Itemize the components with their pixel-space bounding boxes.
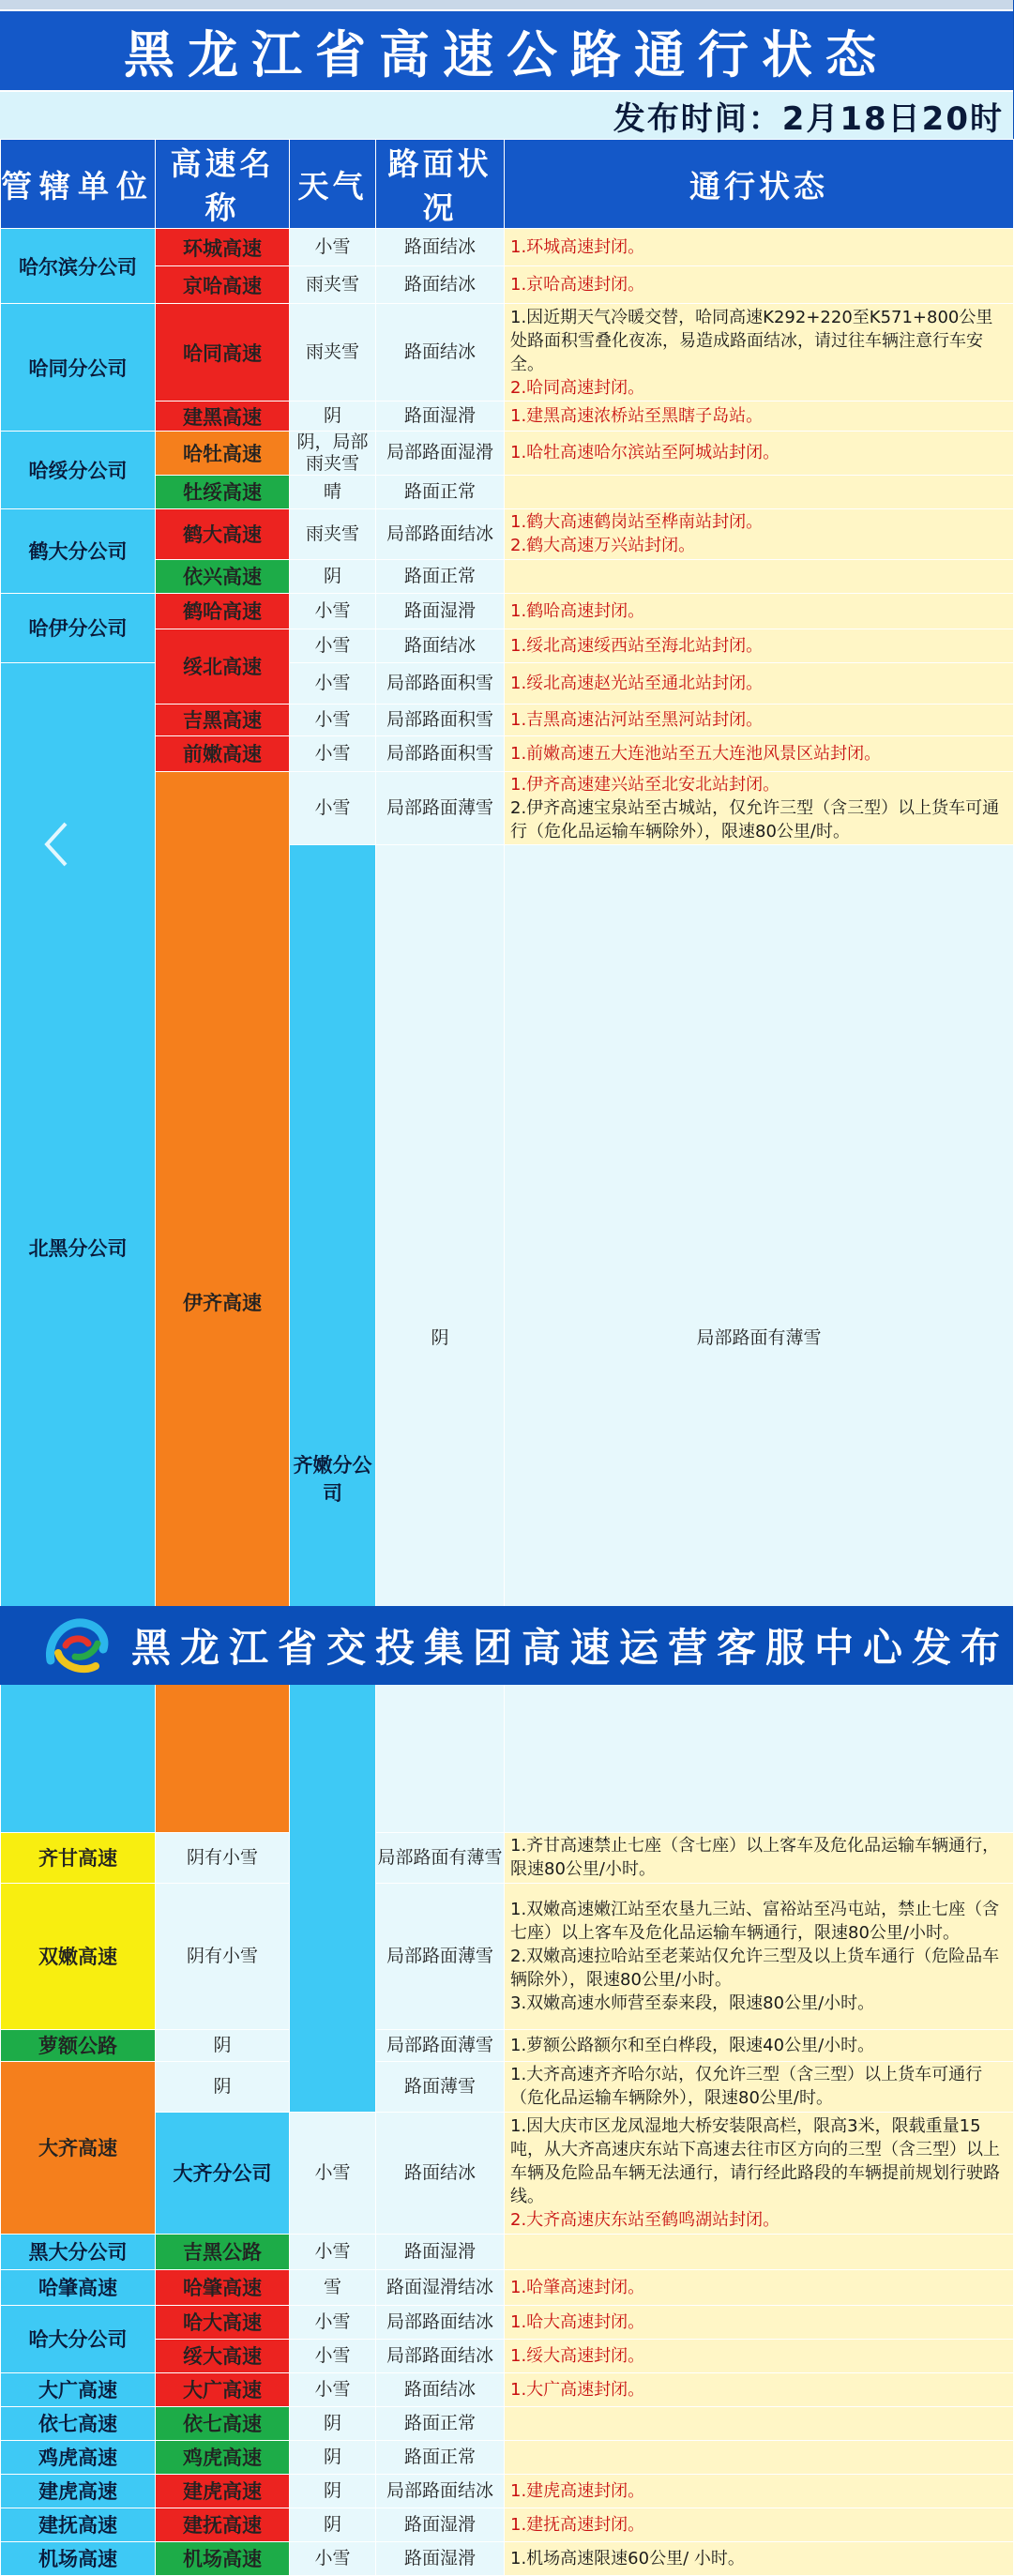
status-cell — [505, 771, 1014, 844]
weather-cell: 小雪 — [290, 2305, 376, 2339]
weather-cell: 阴 — [290, 2440, 376, 2474]
highway-cell: 牡绥高速 — [156, 475, 290, 508]
weather-cell: 雪 — [290, 2269, 376, 2305]
status-cell — [505, 1832, 1014, 1883]
road-condition-cell: 路面结冰 — [376, 2112, 505, 2234]
highway-cell: 哈牡高速 — [156, 432, 290, 476]
status-line: 1.齐甘高速禁止七座（含七座）以上客车及危化品运输车辆通行，限速80公里/小时。 — [510, 1836, 1000, 1880]
highway-cell: 鹤大高速 — [156, 508, 290, 559]
page-title: 黑龙江省高速公路通行状态 — [124, 24, 889, 84]
table-row — [1, 304, 1014, 402]
table-row — [1, 2508, 1014, 2541]
status-line: 1.建黑高速浓桥站至黑瞎子岛站。 — [510, 406, 764, 426]
status-line: 1.大广高速封闭。 — [510, 2379, 645, 2400]
table-row — [1, 508, 1014, 559]
road-condition-cell: 局部路面结冰 — [376, 2474, 505, 2508]
weather-cell: 阴 — [290, 2508, 376, 2541]
unit-cell: 哈同分公司 — [1, 304, 156, 432]
status-line: 1.伊齐高速建兴站至北安北站封闭。 — [510, 774, 780, 795]
status-cell — [505, 662, 1014, 704]
status-cell — [505, 2234, 1014, 2269]
highway-cell: 机场高速 — [156, 2541, 290, 2575]
highway-cell: 建抚高速 — [156, 2508, 290, 2541]
unit-cell: 哈肇高速 — [1, 2269, 156, 2305]
road-condition-cell: 局部路面有薄雪 — [376, 1832, 505, 1883]
status-line: 1.哈肇高速封闭。 — [510, 2277, 645, 2297]
weather-cell: 小雪 — [290, 629, 376, 662]
status-line: 1.前嫩高速五大连池站至五大连池风景区站封闭。 — [510, 743, 882, 764]
highway-cell: 环城高速 — [156, 229, 290, 266]
status-cell — [505, 229, 1014, 266]
status-line: 1.环城高速封闭。 — [510, 237, 645, 257]
publish-time: 发布时间：2月18日20时 — [613, 99, 1004, 138]
highway-cell: 大齐高速 — [1, 2061, 156, 2234]
weather-cell: 阴 — [290, 2474, 376, 2508]
status-line: 1.京哈高速封闭。 — [510, 275, 645, 295]
status-cell — [505, 2372, 1014, 2406]
status-cell — [505, 2406, 1014, 2440]
highway-cell: 依兴高速 — [156, 559, 290, 593]
highway-cell: 双嫩高速 — [1, 1883, 156, 2029]
unit-cell: 哈尔滨分公司 — [1, 229, 156, 304]
table-row — [1, 2029, 1014, 2061]
status-line: 1.吉黑高速沾河站至黑河站封闭。 — [510, 709, 764, 730]
road-condition-cell: 路面湿滑 — [376, 2541, 505, 2575]
table-row — [1, 2234, 1014, 2269]
unit-cell: 大齐分公司 — [156, 2112, 290, 2234]
unit-cell: 鹤大分公司 — [1, 508, 156, 593]
footer-publisher: 黑龙江省交投集团高速运营客服中心发布 — [131, 1625, 1010, 1671]
highway-cell: 哈肇高速 — [156, 2269, 290, 2305]
weather-cell: 阴 — [156, 2061, 290, 2112]
status-cell — [505, 2339, 1014, 2372]
road-condition-cell: 路面湿滑 — [376, 2234, 505, 2269]
status-line: 1.因大庆市区龙凤湿地大桥安装限高栏，限高3米，限载重量15吨，从大齐高速庆东站下高速去往市区方向的三型（含三型）以上车辆及危险品车辆无法通行，请行经此路段的车辆提前规划行驶路线。 — [510, 2115, 1000, 2206]
unit-cell: 北黑分公司 — [1, 662, 156, 1832]
highway-cell: 吉黑公路 — [156, 2234, 290, 2269]
highway-cell: 萝额公路 — [1, 2029, 156, 2061]
status-cell — [505, 508, 1014, 559]
road-condition-cell: 路面湿滑结冰 — [376, 2269, 505, 2305]
status-cell — [505, 2112, 1014, 2234]
highway-cell: 哈同高速 — [156, 304, 290, 402]
road-condition-cell: 路面湿滑 — [376, 593, 505, 629]
table-row — [1, 229, 1014, 266]
unit-cell: 鸡虎高速 — [1, 2440, 156, 2474]
highway-cell: 吉黑高速 — [156, 704, 290, 735]
weather-cell: 小雪 — [290, 662, 376, 704]
status-cell — [505, 304, 1014, 402]
road-condition-cell: 路面正常 — [376, 475, 505, 508]
unit-cell: 黑大分公司 — [1, 2234, 156, 2269]
status-cell — [505, 2508, 1014, 2541]
top-strip — [0, 0, 1013, 9]
weather-cell: 阴，局部雨夹雪 — [290, 432, 376, 476]
road-condition-cell: 局部路面有薄雪 — [505, 844, 1014, 1832]
unit-cell: 建虎高速 — [1, 2474, 156, 2508]
highway-cell: 大广高速 — [156, 2372, 290, 2406]
status-cell — [505, 1883, 1014, 2029]
status-line: 1.因近期天气冷暖交替，哈同高速K292+220至K571+800公里处路面积雪叠化夜冻，易造成路面结冰，请过往车辆注意行车安全。 — [510, 307, 993, 374]
status-line: 1.双嫩高速嫩江站至农垦九三站、富裕站至冯屯站，禁止七座（含七座）以上客车及危化品运输车辆通行，限速80公里/小时。 — [510, 1899, 1000, 1943]
road-condition-cell: 路面结冰 — [376, 266, 505, 304]
highway-cell: 哈大高速 — [156, 2305, 290, 2339]
status-line: 1.绥大高速封闭。 — [510, 2345, 645, 2366]
header-status: 通行状态 — [505, 140, 1014, 229]
road-condition-cell: 路面湿滑 — [376, 402, 505, 432]
header-highway: 高速名称 — [156, 140, 290, 229]
unit-cell: 大广高速 — [1, 2372, 156, 2406]
status-line: 1.哈牡高速哈尔滨站至阿城站封闭。 — [510, 443, 780, 463]
header-road: 路面状况 — [376, 140, 505, 229]
unit-cell: 依七高速 — [1, 2406, 156, 2440]
publish-time-bar — [0, 92, 1013, 139]
status-line: 2.鹤大高速万兴站封闭。 — [510, 536, 696, 556]
table-row — [1, 2406, 1014, 2440]
status-cell — [505, 629, 1014, 662]
weather-cell: 小雪 — [290, 593, 376, 629]
status-cell — [505, 2440, 1014, 2474]
highway-cell: 绥北高速 — [156, 629, 290, 704]
unit-cell: 建抚高速 — [1, 2508, 156, 2541]
table-row — [1, 2269, 1014, 2305]
unit-cell: 哈绥分公司 — [1, 432, 156, 509]
status-line: 1.绥北高速绥西站至海北站封闭。 — [510, 635, 764, 656]
status-line: 2.双嫩高速拉哈站至老莱站仅允许三型及以上货车通行（危险品车辆除外），限速80公里/小时。 — [510, 1946, 1000, 1990]
highway-cell: 鹤哈高速 — [156, 593, 290, 629]
highway-cell: 依七高速 — [156, 2406, 290, 2440]
status-line: 1.鹤大高速鹤岗站至桦南站封闭。 — [510, 512, 764, 533]
road-condition-cell: 路面正常 — [376, 2440, 505, 2474]
weather-cell: 阴 — [156, 2029, 290, 2061]
weather-cell: 小雪 — [290, 735, 376, 771]
highway-cell: 齐甘高速 — [1, 1832, 156, 1883]
road-condition-cell: 局部路面积雪 — [376, 662, 505, 704]
weather-cell: 小雪 — [290, 2112, 376, 2234]
weather-cell: 雨夹雪 — [290, 266, 376, 304]
table-row — [1, 1832, 1014, 1883]
status-line: 2.哈同高速封闭。 — [510, 377, 645, 398]
road-condition-cell: 路面结冰 — [376, 304, 505, 402]
weather-cell: 小雪 — [290, 2541, 376, 2575]
weather-cell: 阴 — [290, 559, 376, 593]
unit-cell: 齐嫩分公司 — [290, 844, 376, 2112]
weather-cell: 阴有小雪 — [156, 1883, 290, 2029]
chevron-left-icon[interactable] — [38, 816, 75, 872]
weather-cell: 雨夹雪 — [290, 304, 376, 402]
status-cell — [505, 704, 1014, 735]
road-condition-cell: 路面正常 — [376, 2406, 505, 2440]
road-condition-cell: 路面湿滑 — [376, 2508, 505, 2541]
title-bar — [0, 9, 1013, 92]
status-line: 1.萝额公路额尔和至白桦段，限速40公里/小时。 — [510, 2035, 875, 2055]
weather-cell: 小雪 — [290, 2372, 376, 2406]
footer — [0, 1606, 1013, 1685]
road-condition-cell: 路面薄雪 — [376, 2061, 505, 2112]
weather-cell: 小雪 — [290, 229, 376, 266]
road-condition-cell: 局部路面结冰 — [376, 508, 505, 559]
road-condition-cell: 局部路面积雪 — [376, 704, 505, 735]
status-cell — [505, 593, 1014, 629]
road-condition-cell: 局部路面结冰 — [376, 2339, 505, 2372]
status-line: 1.绥北高速赵光站至通北站封闭。 — [510, 673, 764, 693]
status-line: 1.建虎高速封闭。 — [510, 2480, 645, 2501]
status-table — [0, 139, 1014, 2576]
weather-cell: 小雪 — [290, 2339, 376, 2372]
weather-cell: 小雪 — [290, 771, 376, 844]
unit-cell: 哈伊分公司 — [1, 593, 156, 662]
table-row — [1, 662, 1014, 704]
road-condition-cell: 局部路面湿滑 — [376, 432, 505, 476]
road-condition-cell: 路面正常 — [376, 559, 505, 593]
weather-cell: 晴 — [290, 475, 376, 508]
weather-cell: 阴 — [290, 402, 376, 432]
status-cell — [505, 402, 1014, 432]
table-row — [1, 2372, 1014, 2406]
unit-cell: 机场高速 — [1, 2541, 156, 2575]
table-row — [1, 2474, 1014, 2508]
weather-cell: 阴 — [290, 2406, 376, 2440]
status-line: 1.鹤哈高速封闭。 — [510, 600, 645, 621]
status-line: 1.哈大高速封闭。 — [510, 2311, 645, 2332]
status-cell — [505, 559, 1014, 593]
table-row — [1, 2061, 1014, 2112]
highway-cell: 鸡虎高速 — [156, 2440, 290, 2474]
status-cell — [505, 475, 1014, 508]
status-cell — [505, 2269, 1014, 2305]
road-condition-cell: 路面结冰 — [376, 629, 505, 662]
status-line: 3.双嫩高速水师营至泰来段，限速80公里/小时。 — [510, 1993, 875, 2013]
status-cell — [505, 2061, 1014, 2112]
status-cell — [505, 2474, 1014, 2508]
highway-cell: 伊齐高速 — [156, 771, 290, 1832]
road-condition-cell: 局部路面薄雪 — [376, 1883, 505, 2029]
highway-cell: 前嫩高速 — [156, 735, 290, 771]
table-row — [1, 432, 1014, 476]
status-line: 1.建抚高速封闭。 — [510, 2514, 645, 2535]
table-row — [1, 2305, 1014, 2339]
table-row — [1, 1883, 1014, 2029]
highway-cell: 建黑高速 — [156, 402, 290, 432]
status-cell — [505, 266, 1014, 304]
logo-icon — [41, 1612, 116, 1681]
highway-cell: 绥大高速 — [156, 2339, 290, 2372]
road-condition-cell: 局部路面薄雪 — [376, 2029, 505, 2061]
table-row — [1, 593, 1014, 629]
highway-cell: 建虎高速 — [156, 2474, 290, 2508]
weather-cell: 小雪 — [290, 704, 376, 735]
header-weather: 天气 — [290, 140, 376, 229]
table-header-row — [1, 140, 1014, 229]
road-condition-cell: 局部路面结冰 — [376, 2305, 505, 2339]
road-condition-cell: 路面结冰 — [376, 2372, 505, 2406]
road-condition-cell: 局部路面薄雪 — [376, 771, 505, 844]
road-condition-cell: 局部路面积雪 — [376, 735, 505, 771]
unit-cell: 哈大分公司 — [1, 2305, 156, 2372]
status-line: 2.大齐高速庆东站至鹤鸣湖站封闭。 — [510, 2209, 780, 2230]
status-cell — [505, 432, 1014, 476]
status-cell — [505, 735, 1014, 771]
weather-cell: 雨夹雪 — [290, 508, 376, 559]
weather-cell: 阴 — [376, 844, 505, 1832]
weather-cell: 小雪 — [290, 2234, 376, 2269]
highway-cell: 京哈高速 — [156, 266, 290, 304]
table-row — [1, 2541, 1014, 2575]
status-cell — [505, 2305, 1014, 2339]
status-line: 1.机场高速限速60公里/ 小时。 — [510, 2548, 745, 2568]
table-body — [1, 229, 1014, 2576]
table-row — [1, 2440, 1014, 2474]
status-cell — [505, 2541, 1014, 2575]
status-line: 2.伊齐高速宝泉站至古城站，仅允许三型（含三型）以上货车可通行（危化品运输车辆除外），限速80公里/时。 — [510, 797, 1000, 841]
status-cell — [505, 2029, 1014, 2061]
header-unit: 管辖单位 — [1, 140, 156, 229]
status-line: 1.大齐高速齐齐哈尔站，仅允许三型（含三型）以上货车可通行（危化品运输车辆除外），限速80公里/时。 — [510, 2065, 983, 2109]
weather-cell: 阴有小雪 — [156, 1832, 290, 1883]
road-condition-cell: 路面结冰 — [376, 229, 505, 266]
